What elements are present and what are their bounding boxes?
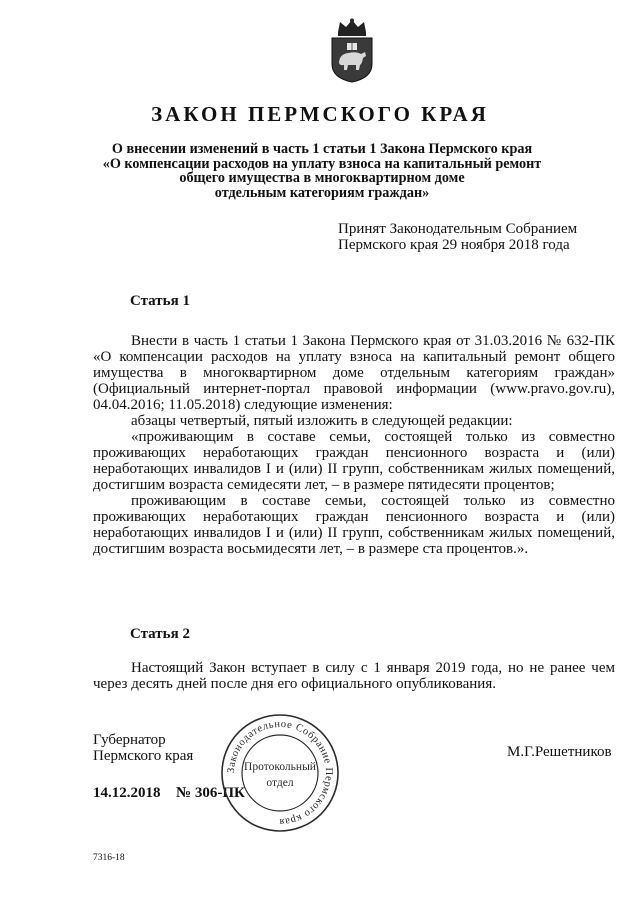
article-1-body xyxy=(93,333,615,557)
stamp-ring-text: Законодательное Собрание Пермского края xyxy=(225,718,335,828)
article-1-paragraph: абзацы четвертый, пятый изложить в следующей редакции: xyxy=(131,413,513,429)
governor-title xyxy=(93,733,193,764)
stamp-center-line: Протокольный xyxy=(244,761,316,773)
law-title: ЗАКОН ПЕРМСКОГО КРАЯ xyxy=(151,102,489,126)
article-1-paragraph: Внести в часть 1 статьи 1 Закона Пермского края от 31.03.2016 № 632-ПК «О компенсации расходов на уплату взноса на капитальный ремонт общего имущества в многоквартирном доме отдельным категориям граждан» (Официальный интернет-портал правовой информации (www.pravo.gov.ru), 04.04.2016; 11.05.2018) следующие изменения: xyxy=(93,333,615,413)
adoption-line: Принят Законодательным Собранием xyxy=(338,221,578,237)
document-code: 7316-18 xyxy=(93,853,125,863)
adoption-line: Пермского края 29 ноября 2018 года xyxy=(338,236,570,253)
subtitle-line: отдельным категориям граждан» xyxy=(214,184,430,201)
subtitle-line: О внесении изменений в часть 1 статьи 1 Закона Пермского края xyxy=(111,141,533,157)
adoption-note xyxy=(338,222,577,254)
subtitle-line: «О компенсации расходов на уплату взноса на капитальный ремонт xyxy=(102,155,542,172)
subtitle-line: общего имущества в многоквартирном доме xyxy=(179,170,465,186)
article-1-heading: Статья 1 xyxy=(130,293,190,309)
official-stamp xyxy=(219,712,341,834)
article-2-body xyxy=(93,660,615,692)
law-number: № 306-ПК xyxy=(176,785,245,801)
article-2-paragraph: Настоящий Закон вступает в силу с 1 января 2019 года, но не ранее чем через десять дней после дня его официального опубликования. xyxy=(93,660,615,692)
governor-name: М.Г.Решетников xyxy=(507,744,612,760)
article-2-heading: Статья 2 xyxy=(130,626,190,642)
article-1-paragraph: проживающим в составе семьи, состоящей только из совместно проживающих неработающих граждан пенсионного возраста и (или) неработающих инвалидов I и (или) II групп, собственникам жилых помещений, достигшим возраста восьмидесяти лет, – в размере ста процентов.». xyxy=(93,493,615,557)
governor-title-line: Губернатор xyxy=(93,732,166,748)
article-1-paragraph: «проживающим в составе семьи, состоящей только из совместно проживающих неработающих граждан пенсионного возраста и (или) неработающих инвалидов I и (или) II групп, собственникам жилых помещений, достигшим возраста семидесяти лет, – в размере пятидесяти процентов; xyxy=(93,429,615,493)
governor-title-line: Пермского края xyxy=(93,747,194,764)
law-subtitle xyxy=(60,142,584,200)
perm-krai-coat-of-arms-icon xyxy=(326,18,378,84)
stamp-center-line: отдел xyxy=(266,777,294,789)
signing-date: 14.12.2018 xyxy=(93,785,161,801)
